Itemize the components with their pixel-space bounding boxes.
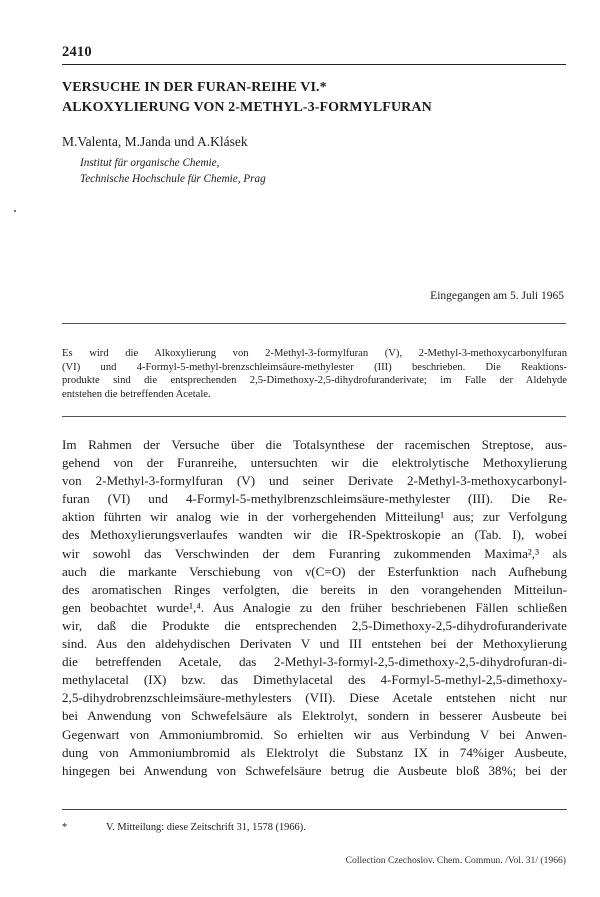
body-line: von 2-Methyl-3-formylfuran (V) und seiner Derivate 2-Methyl-3-methoxycarbonyl- (62, 473, 567, 489)
body-line: wir, daß die Produkte die entsprechenden 2,5-Dimethoxy-2,5-dihydrofuranderivate (62, 617, 567, 633)
journal-citation: Collection Czechoslov. Chem. Commun. /Vol. 31/ (1966) (345, 855, 566, 866)
affiliation-line: Institut für organische Chemie, (80, 157, 220, 169)
body-line: 2,5-dihydrobrenzschleimsäure-methylesters (VII). Diese Acetale entstehen nicht nur (62, 690, 567, 706)
header-rule (62, 64, 566, 65)
abstract-line: (VI) und 4-Formyl-5-methyl-brenzschleimsäure-methylester (III) beschrieben. Die Reaktions- (62, 361, 567, 373)
footnote-rule (62, 809, 567, 810)
abstract (62, 347, 567, 401)
abstract-rule-top (62, 323, 566, 324)
body-line: dung von Ammoniumbromid als Elektrolyt die Substanz IX in 74%iger Ausbeute, (62, 744, 567, 760)
page-number: 2410 (62, 44, 92, 60)
authors: M.Valenta, M.Janda und A.Klásek (62, 134, 248, 149)
title-line: VERSUCHE IN DER FURAN-REIHE VI.* (62, 80, 327, 95)
margin-speck (14, 210, 16, 212)
body-line: auch die markante Verschiebung von ν(C=O) der Esterfunktion nach Aufhebung (62, 563, 567, 579)
body-line: des Methoxylierungsverlaufes wandten wir die IR-Spektroskopie an (Tab. I), wobei (62, 527, 567, 543)
abstract-line: Es wird die Alkoxylierung von 2-Methyl-3-formylfuran (V), 2-Methyl-3-methoxycarbonylfuran (62, 348, 567, 359)
received-date: Eingegangen am 5. Juli 1965 (430, 290, 564, 302)
body-line: die betreffenden Acetale, das 2-Methyl-3-formyl-2,5-dimethoxy-2,5-dihydrofuran-di- (62, 654, 567, 670)
abstract-line: produkte sind die entsprechenden 2,5-Dimethoxy-2,5-dihydrofuranderivate; im Falle der Aldehyde (62, 375, 567, 387)
body-text (62, 436, 567, 780)
abstract-line: entstehen die betreffenden Acetale. (62, 388, 211, 400)
body-line: wir sowohl das Verschwinden der dem Furanring zukommenden Maxima²,³ als (62, 545, 567, 561)
title-line: ALKOXYLIERUNG VON 2-METHYL-3-FORMYLFURAN (62, 100, 432, 115)
body-line: gen beobachtet wurde¹,⁴. Aus Analogie zu den früher beschriebenen Fällen schließen (62, 599, 567, 615)
body-line: Im Rahmen der Versuche über die Totalsynthese der racemischen Streptose, aus- (62, 437, 567, 452)
footnote (62, 822, 306, 833)
abstract-rule-bottom (62, 416, 566, 417)
body-line: sind. Aus den aldehydischen Derivaten V und III entstehen bei der Methoxylierung (62, 636, 567, 652)
footnote-text: V. Mitteilung: diese Zeitschrift 31, 1578 (1966). (106, 822, 306, 833)
body-line: hingegen bei Anwendung von Schwefelsäure betrug die Ausbeute bloß 38%; bei der (62, 762, 567, 778)
body-line: gehend von der Furanreihe, untersuchten wir die elektrolytische Methoxylierung (62, 455, 567, 471)
body-line: furan (VI) und 4-Formyl-5-methylbrenzschleimsäure-methylester (III). Die Re- (62, 491, 567, 507)
body-line: methylacetal (IX) bzw. das Dimethylacetal des 4-Formyl-5-methyl-2,5-dimethoxy- (62, 672, 567, 688)
affiliation (80, 155, 266, 187)
article-title (62, 78, 567, 118)
body-line: aktion führten wir analog wie in der vorhergehenden Mitteilung¹ aus; zur Verfolgung (62, 509, 567, 525)
body-line: des aromatischen Ringes verfolgten, die bereits in den vorangehenden Mitteilun- (62, 581, 567, 597)
affiliation-line: Technische Hochschule für Chemie, Prag (80, 173, 266, 185)
footnote-mark: * (62, 822, 68, 833)
body-line: bei Anwendung von Schwefelsäure als Elektrolyt, sondern in besserer Ausbeute bei (62, 708, 567, 724)
body-line: Gegenwart von Ammoniumbromid. So erhielten wir aus Verbindung V bei Anwen- (62, 726, 567, 742)
